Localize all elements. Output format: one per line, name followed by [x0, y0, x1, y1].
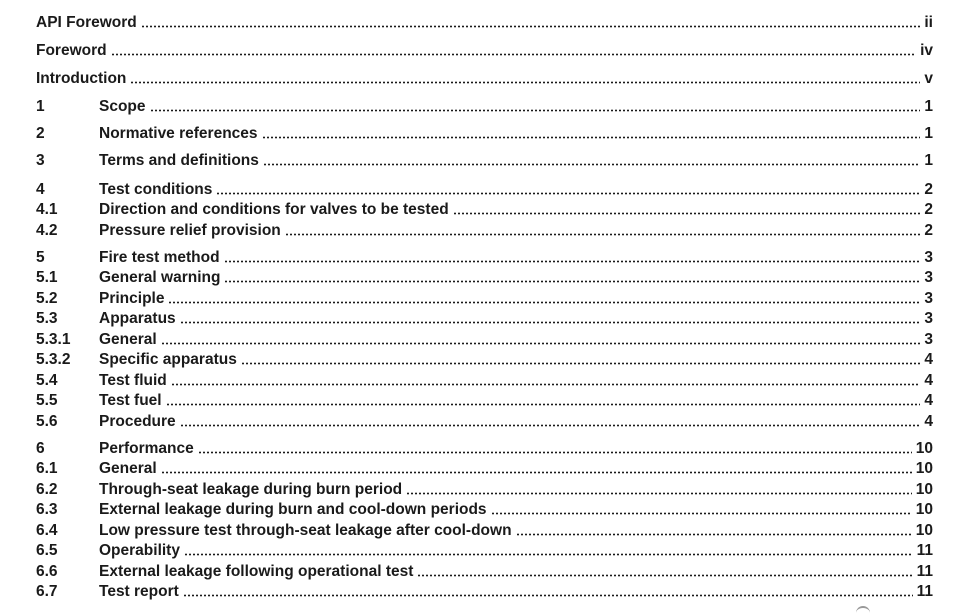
- toc-entry-number: 4.2: [36, 222, 58, 239]
- toc-entry-number: 3: [36, 152, 45, 169]
- toc-entry-page: 10: [915, 460, 933, 477]
- toc-entry-title: Direction and conditions for valves to be tested: [99, 201, 449, 218]
- toc-entry-number: 6.2: [36, 481, 58, 498]
- toc-entry-number: 4.1: [36, 201, 58, 218]
- toc-entry-number: 6: [36, 440, 45, 457]
- toc-entry[interactable]: [36, 479, 933, 499]
- toc-entry-title: Specific apparatus: [99, 351, 237, 368]
- dot-leader: [161, 471, 912, 474]
- dot-leader: [285, 233, 921, 236]
- dot-leader: [406, 492, 912, 495]
- toc-entry-number: 5.1: [36, 269, 58, 286]
- dot-leader: [111, 53, 916, 56]
- toc-entry[interactable]: [36, 150, 933, 170]
- toc-entry-title: Test fluid: [99, 372, 167, 389]
- toc-entry[interactable]: [36, 288, 933, 308]
- toc-entry[interactable]: [36, 247, 933, 267]
- toc-entry-title: Principle: [99, 290, 165, 307]
- toc-entry-page: 3: [924, 249, 933, 266]
- toc-entry-page: 10: [915, 522, 933, 539]
- toc-entry-number: 5.3.1: [36, 331, 71, 348]
- toc-entry[interactable]: [36, 540, 933, 560]
- toc-entry-title: Test fuel: [99, 392, 162, 409]
- toc-entry-number: 6.3: [36, 501, 58, 518]
- toc-entry-title: General warning: [99, 269, 221, 286]
- toc-entry-page: 11: [916, 563, 933, 580]
- toc-entry-number: 5.6: [36, 413, 58, 430]
- toc-entry-number: 5.2: [36, 290, 58, 307]
- toc-entry[interactable]: [36, 390, 933, 410]
- toc-entry[interactable]: [36, 220, 933, 240]
- toc-entry[interactable]: [36, 40, 933, 60]
- toc-entry-number: 5.4: [36, 372, 58, 389]
- toc-entry-page: 1: [924, 98, 933, 115]
- toc-entry-page: 10: [915, 501, 933, 518]
- toc-entry-title: Test conditions: [99, 181, 213, 198]
- dot-leader: [516, 533, 912, 536]
- toc-entry-page: v: [924, 70, 933, 87]
- toc-entry-title: Fire test method: [99, 249, 220, 266]
- toc-entry-title: Terms and definitions: [99, 152, 259, 169]
- toc-entry-page: 3: [924, 331, 933, 348]
- toc-entry-number: 1: [36, 98, 45, 115]
- toc-entry-page: 3: [924, 310, 933, 327]
- dot-leader: [150, 109, 921, 112]
- toc-entry-page: 4: [924, 392, 933, 409]
- toc-entry-title: Normative references: [99, 125, 258, 142]
- toc-entry-number: 5.3: [36, 310, 58, 327]
- dot-leader: [224, 260, 921, 263]
- toc-entry[interactable]: [36, 308, 933, 328]
- toc-entry[interactable]: [36, 370, 933, 390]
- toc-entry-title: API Foreword: [36, 14, 137, 31]
- toc-entry-title: Scope: [99, 98, 146, 115]
- dot-leader: [130, 81, 920, 84]
- dot-leader: [216, 192, 920, 195]
- toc-entry-page: 2: [924, 201, 933, 218]
- toc-entry-page: 10: [915, 440, 933, 457]
- toc-entry[interactable]: [36, 329, 933, 349]
- dot-leader: [417, 574, 912, 577]
- toc-entry-number: 5.5: [36, 392, 58, 409]
- toc-entry-page: 2: [924, 181, 933, 198]
- toc-entry-page: ii: [924, 14, 933, 31]
- toc-entry-page: 2: [924, 222, 933, 239]
- toc-entry-number: 5: [36, 249, 45, 266]
- dot-leader: [180, 321, 921, 324]
- toc-entry-title: Through-seat leakage during burn period: [99, 481, 403, 498]
- toc-entry-title: Apparatus: [99, 310, 176, 327]
- toc-entry-number: 5.3.2: [36, 351, 71, 368]
- toc-entry-title: General: [99, 331, 157, 348]
- toc-entry-number: 4: [36, 181, 45, 198]
- toc-entry-number: 6.1: [36, 460, 58, 477]
- dot-leader: [263, 163, 920, 166]
- dot-leader: [180, 424, 921, 427]
- toc-entry[interactable]: [36, 179, 933, 199]
- toc-entry[interactable]: [36, 68, 933, 88]
- toc-entry-title: Foreword: [36, 42, 107, 59]
- toc-entry-number: 6.4: [36, 522, 58, 539]
- toc-entry-title: Low pressure test through-seat leakage after cool-down: [99, 522, 512, 539]
- toc-entry-page: 10: [915, 481, 933, 498]
- toc-entry-number: 6.7: [36, 583, 58, 600]
- toc-entry-page: 1: [924, 152, 933, 169]
- dot-leader: [262, 136, 921, 139]
- toc-entry-number: 2: [36, 125, 45, 142]
- dot-leader: [166, 403, 921, 406]
- toc-entry-title: Procedure: [99, 413, 176, 430]
- toc-entry[interactable]: [36, 411, 933, 431]
- toc-entry[interactable]: [36, 199, 933, 219]
- toc-entry-page: iv: [920, 42, 933, 59]
- toc-entry[interactable]: [36, 499, 933, 519]
- dot-leader: [241, 362, 921, 365]
- dot-leader: [491, 512, 912, 515]
- dot-leader: [224, 280, 920, 283]
- toc-entry-page: 4: [924, 372, 933, 389]
- dot-leader: [184, 553, 913, 556]
- toc-entry-title: External leakage following operational test: [99, 563, 414, 580]
- toc-entry[interactable]: [36, 581, 933, 601]
- toc-entry-page: 3: [924, 269, 933, 286]
- page-corner-mark: [856, 606, 870, 614]
- toc-entry-title: Introduction: [36, 70, 127, 87]
- toc-entry[interactable]: [36, 267, 933, 287]
- toc-entry-page: 3: [924, 290, 933, 307]
- toc-entry-title: Operability: [99, 542, 180, 559]
- toc-entry[interactable]: [36, 520, 933, 540]
- toc-entry-page: 4: [924, 413, 933, 430]
- toc-entry[interactable]: [36, 438, 933, 458]
- toc-entry-page: 11: [916, 542, 933, 559]
- toc-entry-number: 6.6: [36, 563, 58, 580]
- toc-entry-title: Performance: [99, 440, 194, 457]
- dot-leader: [161, 342, 921, 345]
- dot-leader: [171, 383, 921, 386]
- toc-entry[interactable]: [36, 458, 933, 478]
- toc-entry-page: 11: [916, 583, 933, 600]
- toc-entry-page: 4: [924, 351, 933, 368]
- toc-entry[interactable]: [36, 12, 933, 32]
- toc-entry[interactable]: [36, 561, 933, 581]
- toc-entry-title: External leakage during burn and cool-down periods: [99, 501, 487, 518]
- toc-entry-title: Pressure relief provision: [99, 222, 281, 239]
- toc-entry-title: General: [99, 460, 157, 477]
- toc-entry-page: 1: [924, 125, 933, 142]
- dot-leader: [183, 594, 913, 597]
- toc-entry[interactable]: [36, 123, 933, 143]
- dot-leader: [453, 212, 921, 215]
- dot-leader: [198, 451, 912, 454]
- dot-leader: [141, 25, 921, 28]
- toc-entry[interactable]: [36, 96, 933, 116]
- toc-entry[interactable]: [36, 349, 933, 369]
- toc-entry-number: 6.5: [36, 542, 58, 559]
- dot-leader: [168, 301, 920, 304]
- toc-entry-title: Test report: [99, 583, 179, 600]
